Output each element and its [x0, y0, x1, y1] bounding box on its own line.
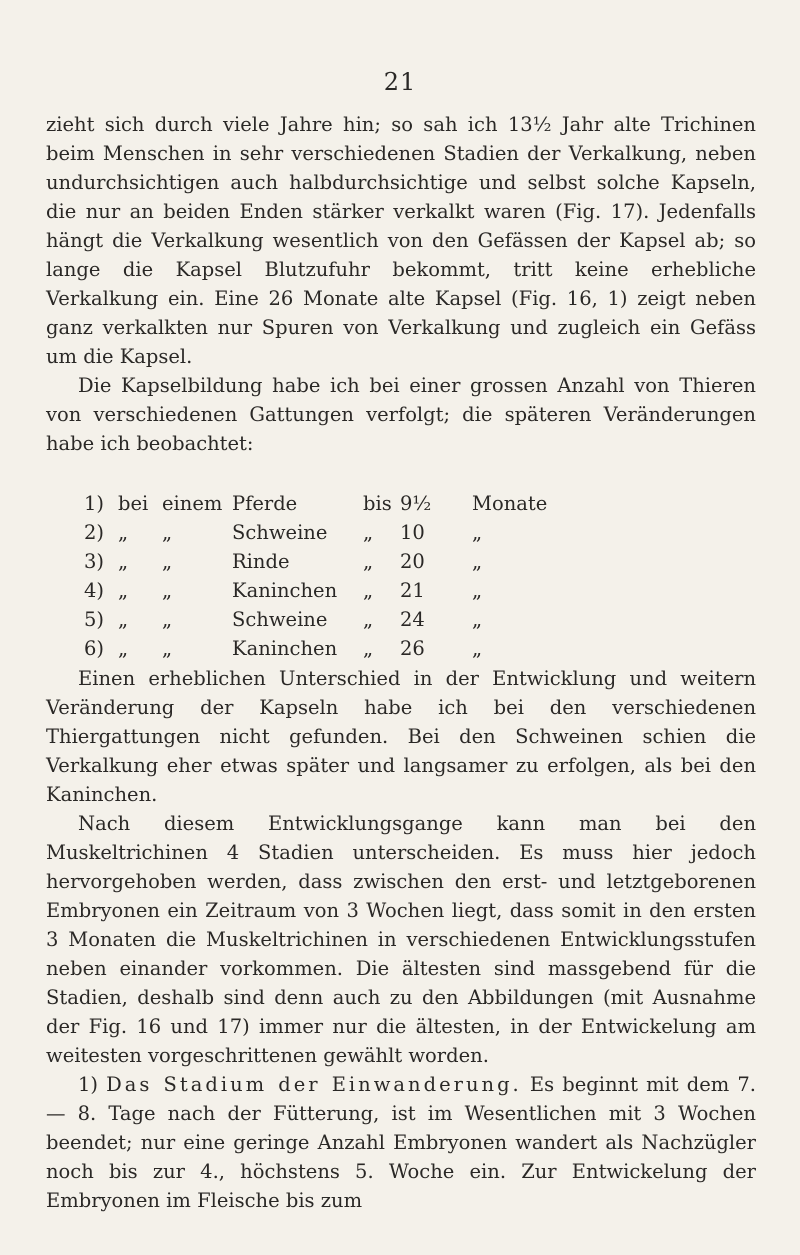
stage-row	[84, 634, 547, 663]
stage-bei: „	[118, 608, 129, 631]
paragraph: zieht sich durch viele Jahre hin; so sah ich 13½ Jahr alte Trichinen beim Menschen in sehr verschiedenen Stadien der Verkalkung, neben undurchsichtigen auch halbdurchsichtige und selbst solche Kapseln, die nur an beiden Enden stärker verkalkt waren (Fig. 17). Jedenfalls hängt die Verkalkung wesentlich von den Gefässen der Kapsel ab; so lange die Kapsel Blutzufuhr bekommt, tritt keine erhebliche Verkalkung ein. Eine 26 Monate alte Kapsel (Fig. 16, 1) zeigt neben ganz verkalkten nur Spuren von Verkalkung und zugleich ein Gefäss um die Kapsel.	[46, 113, 756, 368]
stage-row	[84, 547, 547, 576]
stage-unit: „	[472, 521, 483, 544]
stage-animal: Pferde	[232, 492, 298, 515]
stage-value: 26	[400, 637, 425, 660]
stage-number: 1)	[78, 1073, 99, 1096]
stage-animal: Schweine	[232, 608, 328, 631]
stage-bei: „	[118, 579, 129, 602]
stage-bis: bis	[363, 492, 392, 515]
stage-bis: „	[363, 608, 374, 631]
stage-unit: „	[472, 637, 483, 660]
stage-animal: Kaninchen	[232, 579, 338, 602]
stage-row	[84, 489, 547, 518]
stage-einem: „	[162, 521, 173, 544]
stage-bei: „	[118, 521, 129, 544]
text-block-bottom	[46, 664, 756, 1215]
stage-unit: „	[472, 550, 483, 573]
paragraph: Einen erheblichen Unterschied in der Entwicklung und weitern Veränderung der Kapseln habe ich bei den verschiedenen Thiergattungen nicht gefunden. Bei den Schweinen schien die Verkalkung eher etwas später und langsamer zu erfolgen, als bei den Kaninchen.	[46, 667, 756, 806]
text-block-top	[46, 110, 756, 458]
stage-row	[84, 518, 547, 547]
stage-unit: „	[472, 579, 483, 602]
stage-row	[84, 576, 547, 605]
stage-unit: Monate	[472, 492, 548, 515]
stage-einem: „	[162, 637, 173, 660]
stage-value: 9½	[400, 492, 432, 515]
stage-unit: „	[472, 608, 483, 631]
stage-bis: „	[363, 521, 374, 544]
stage-bis: „	[363, 637, 374, 660]
stage-animal: Schweine	[232, 521, 328, 544]
stage-value: 10	[400, 521, 425, 544]
stage-num: 5)	[84, 608, 105, 631]
stage-value: 20	[400, 550, 425, 573]
paragraph: Nach diesem Entwicklungsgange kann man bei den Muskeltrichinen 4 Stadien unterscheiden. Es muss hier jedoch hervorgehoben werden, dass zwischen den erst- und letztgeborenen Embryonen ein Zeitraum von 3 Wochen liegt, dass somit in den ersten 3 Monaten die Muskeltrichinen in verschiedenen Entwicklungsstufen neben einander vorkommen. Die ältesten sind massgebend für die Stadien, deshalb sind denn auch zu den Abbildungen (mit Ausnahme der Fig. 16 und 17) immer nur die ältesten, in der Entwickelung am weitesten vorgeschrittenen gewählt worden.	[46, 812, 756, 1067]
stage-einem: „	[162, 550, 173, 573]
stage-num: 4)	[84, 579, 105, 602]
stage-animal: Rinde	[232, 550, 290, 573]
stage-bei: „	[118, 637, 129, 660]
stage-bis: „	[363, 550, 374, 573]
stage-num: 2)	[84, 521, 105, 544]
stage-bis: „	[363, 579, 374, 602]
stage-value: 21	[400, 579, 425, 602]
stage-einem: „	[162, 608, 173, 631]
page-number: 21	[383, 68, 417, 96]
paragraph: Die Kapselbildung habe ich bei einer grossen Anzahl von Thieren von verschiedenen Gattungen verfolgt; die späteren Veränderungen habe ich beobachtet:	[46, 374, 756, 455]
stage-num: 6)	[84, 637, 105, 660]
stage-list	[84, 489, 547, 663]
stage-num: 1)	[84, 492, 105, 515]
stage-num: 3)	[84, 550, 105, 573]
stage-value: 24	[400, 608, 425, 631]
paragraph-text: Es beginnt mit dem 7.— 8. Tage nach der Fütterung, ist im Wesentlichen mit 3 Wochen beendet; nur eine geringe Anzahl Embryonen wandert als Nachzügler noch bis zur 4., höchstens 5. Woche ein. Zur Entwickelung der Embryonen im Fleische bis zum	[46, 1073, 756, 1212]
section-heading: Das Stadium der Einwanderung.	[106, 1073, 522, 1096]
stage-bei: bei	[118, 492, 149, 515]
stage-row	[84, 605, 547, 634]
stage-animal: Kaninchen	[232, 637, 338, 660]
stage-einem: einem	[162, 492, 223, 515]
stage-einem: „	[162, 579, 173, 602]
stage-bei: „	[118, 550, 129, 573]
paragraph	[46, 1070, 756, 1215]
